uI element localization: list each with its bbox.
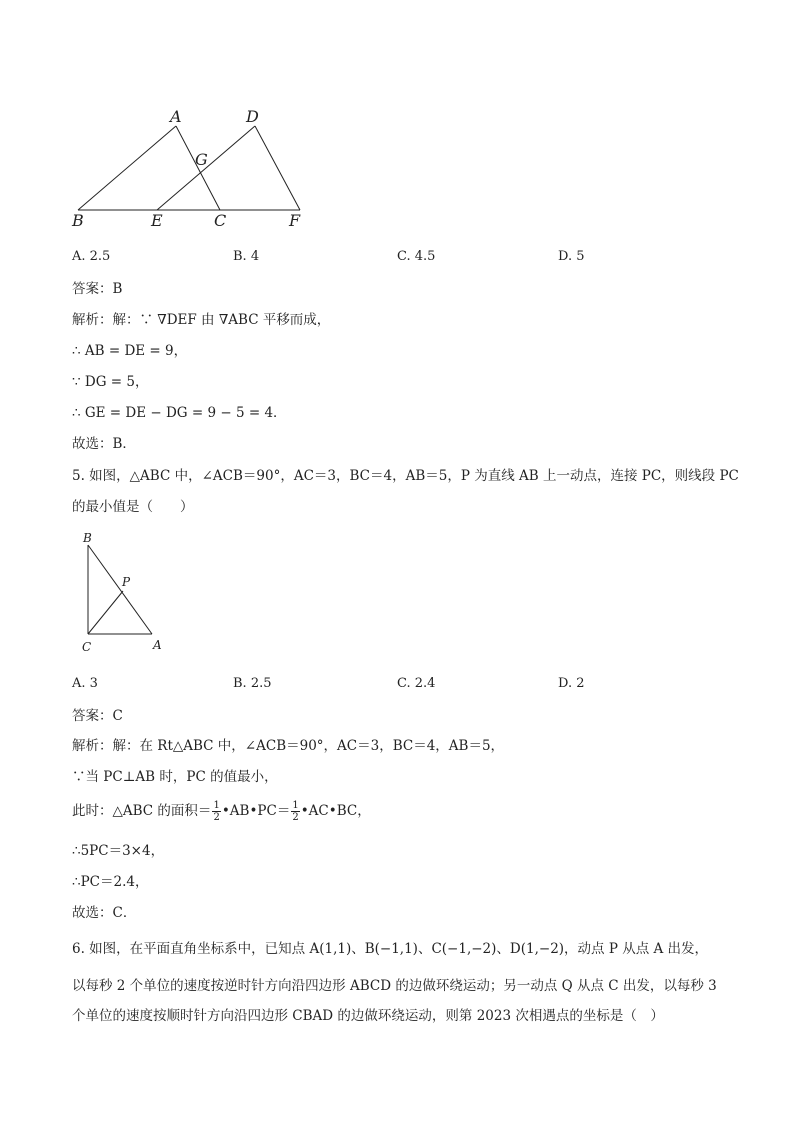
q4-option-a[interactable]: A. 2.5: [72, 249, 111, 264]
label-a: A: [153, 638, 162, 652]
q4-answer: 答案：B: [72, 281, 123, 297]
q5-option-d[interactable]: D. 2: [558, 676, 585, 691]
q5-question-line2: 的最小值是（ ）: [72, 499, 194, 515]
label-c: C: [82, 640, 92, 654]
q4-analysis-line3: ∵ DG = 5，: [72, 374, 149, 390]
q5-option-a[interactable]: A. 3: [72, 676, 98, 691]
label-f: F: [289, 211, 301, 230]
q5-answer: 答案：C: [72, 708, 123, 724]
fraction-one-half: [212, 800, 220, 823]
q5-analysis-line4: ∴5PC＝3×4，: [72, 843, 165, 859]
label-a: A: [170, 107, 182, 126]
q6-question-line3: 个单位的速度按顺时针方向沿四边形 CBAD 的边做环绕运动，则第 2023 次相遇点的坐标是（ ）: [72, 1008, 664, 1024]
fraction-denominator: 2: [292, 812, 299, 823]
q4-option-c[interactable]: C. 4.5: [397, 249, 436, 264]
q5-analysis-line6: 故选：C．: [72, 905, 137, 921]
area-prefix: 此时：△ABC 的面积＝: [72, 803, 212, 819]
segment-cp: [88, 591, 123, 634]
area-middle: •AB•PC＝: [221, 803, 291, 819]
q5-option-b[interactable]: B. 2.5: [233, 676, 272, 691]
q4-analysis-line1: 解析：解：∵ ∇DEF 由 ∇ABC 平移而成，: [72, 312, 331, 328]
q6-question-line2: 以每秒 2 个单位的速度按逆时针方向沿四边形 ABCD 的边做环绕运动；另一动点 Q 从点 C 出发，以每秒 3: [72, 978, 717, 994]
segment-ab: [88, 545, 152, 634]
fraction-numerator: 1: [292, 800, 299, 811]
area-suffix: •AC•BC，: [300, 803, 371, 819]
segment-ab: [78, 126, 176, 210]
label-c: C: [214, 211, 227, 230]
fraction-one-half: [291, 800, 299, 823]
label-e: E: [151, 211, 163, 230]
figure-right-triangle-abc: [75, 528, 185, 658]
label-g: G: [195, 150, 208, 169]
q4-analysis-line5: 故选：B．: [72, 436, 136, 452]
q4-analysis-line4: ∴ GE = DE − DG = 9 − 5 = 4．: [72, 405, 287, 421]
q4-analysis-line2: ∴ AB = DE = 9，: [72, 343, 188, 359]
q4-option-b[interactable]: B. 4: [233, 249, 260, 264]
label-b: B: [72, 211, 84, 230]
q5-analysis-line5: ∴PC＝2.4，: [72, 874, 149, 890]
q5-analysis-line2: ∵当 PC⊥AB 时，PC 的值最小，: [72, 769, 278, 785]
label-b: B: [83, 531, 92, 545]
q4-option-d[interactable]: D. 5: [558, 249, 585, 264]
q5-analysis-line3: [72, 800, 371, 823]
q5-analysis-line1: 解析：解：在 Rt△ABC 中，∠ACB＝90°，AC＝3，BC＝4，AB＝5，: [72, 738, 505, 754]
q6-question-line1: 6. 如图，在平面直角坐标系中，已知点 A(1,1)、B(−1,1)、C(−1,−2)、D(1,−2)，动点 P 从点 A 出发，: [72, 941, 709, 957]
figure-triangles-abc-def: [60, 100, 320, 235]
q5-option-c[interactable]: C. 2.4: [397, 676, 436, 691]
label-p: P: [122, 575, 131, 589]
q5-question-line1: 5. 如图，△ABC 中，∠ACB＝90°，AC＝3，BC＝4，AB＝5，P 为直线 AB 上一动点，连接 PC，则线段 PC: [72, 468, 739, 484]
fraction-denominator: 2: [213, 812, 220, 823]
label-d: D: [246, 107, 259, 126]
segment-df: [255, 126, 300, 210]
fraction-numerator: 1: [213, 800, 220, 811]
